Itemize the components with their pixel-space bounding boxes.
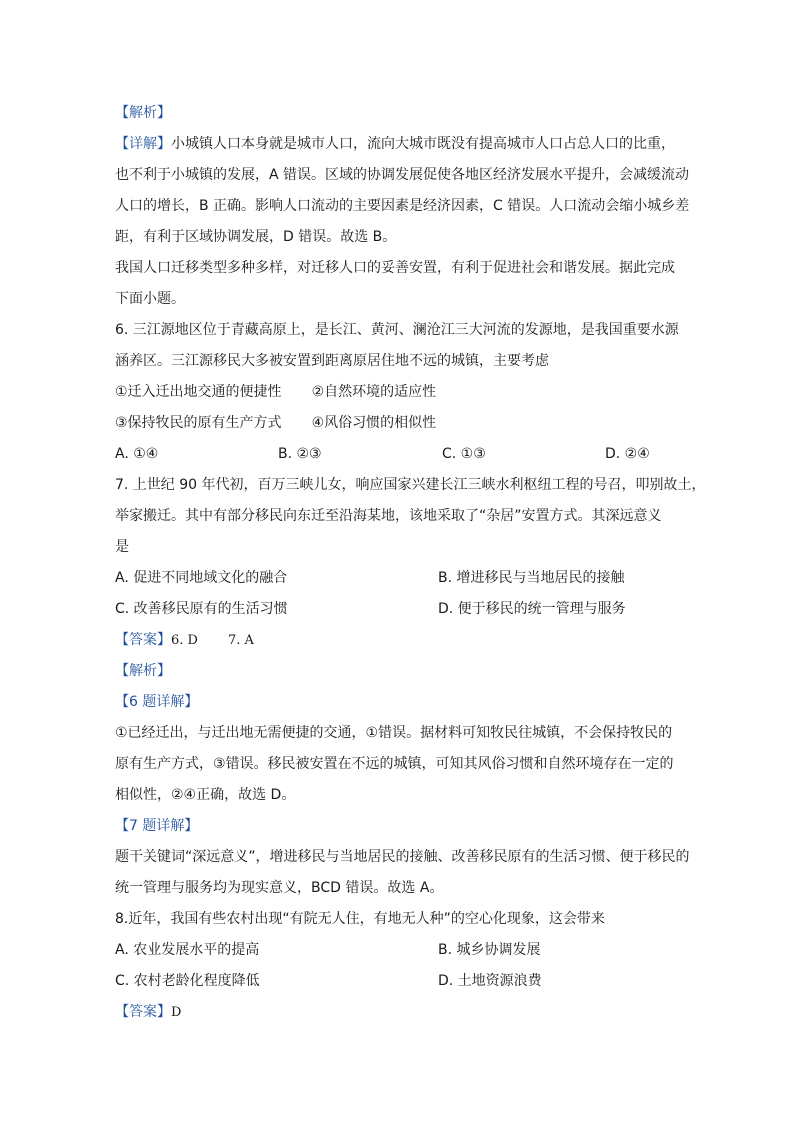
material-line: 下面小题。 [115, 291, 185, 307]
statement-row [115, 377, 685, 408]
question-7-stem: 举家搬迁。其中有部分移民向东迁至沿海某地，该地采取了“杂居”安置方式。其深远意义 [115, 508, 662, 524]
option-b: B. ②③ [278, 446, 322, 462]
question-8-options-row-2 [115, 966, 685, 997]
question-6-detail-heading: 【6 题详解】 [115, 694, 199, 710]
option-a: A. 农业发展水平的提高 [115, 942, 260, 958]
paragraph-line: 人口的增长，B 正确。影响人口流动的主要因素是经济因素，C 错误。人口流动会缩小城乡差 [115, 198, 690, 214]
answer-heading: 【答案】 [115, 632, 171, 648]
option-c: C. 农村老龄化程度降低 [115, 973, 260, 989]
answer-line [115, 997, 685, 1028]
answer-7: 7. A [227, 633, 254, 648]
question-7-detail-heading: 【7 题详解】 [115, 818, 199, 834]
statement-4: ④风俗习惯的相似性 [311, 415, 437, 431]
question-6-stem: 6. 三江源地区位于青藏高原上，是长江、黄河、澜沧江三大河流的发源地，是我国重要水源 [115, 322, 679, 338]
statement-row [115, 408, 685, 439]
question-7-options-row-1 [115, 563, 685, 594]
question-8-stem: 8.近年，我国有些农村出现“有院无人住，有地无人种”的空心化现象，这会带来 [115, 911, 605, 927]
answer-heading: 【答案】 [115, 1004, 171, 1020]
option-b: B. 增进移民与当地居民的接触 [438, 570, 625, 586]
option-a: A. 促进不同地域文化的融合 [115, 570, 288, 586]
statement-3: ③保持牧民的原有生产方式 [115, 415, 282, 431]
analysis-heading: 【解析】 [115, 105, 171, 121]
option-c: C. 改善移民原有的生活习惯 [115, 601, 288, 617]
paragraph-line: 距，有利于区域协调发展，D 错误。故选 B。 [115, 229, 397, 245]
paragraph-line: ①已经迁出，与迁出地无需便捷的交通，①错误。据材料可知牧民往城镇，不会保持牧民的 [115, 725, 673, 741]
question-7-options-row-2 [115, 594, 685, 625]
paragraph-line: 题干关键词“深远意义”，增进移民与当地居民的接触、改善移民原有的生活习惯、便于移民的 [115, 849, 690, 865]
question-6-options [115, 439, 685, 470]
paragraph-line: 统一管理与服务均为现实意义，BCD 错误。故选 A。 [115, 880, 444, 896]
analysis-heading: 【解析】 [115, 663, 171, 679]
statement-1: ①迁入迁出地交通的便捷性 [115, 384, 282, 400]
option-b: B. 城乡协调发展 [438, 942, 541, 958]
answer-8: D [171, 1005, 182, 1020]
answer-6: 6. D [171, 633, 198, 648]
question-6-stem: 涵养区。三江源移民大多被安置到距离原居住地不远的城镇，主要考虑 [115, 353, 549, 369]
option-d: D. ②④ [605, 446, 650, 462]
detail-heading: 【详解】 [115, 136, 171, 152]
question-7-stem: 7. 上世纪 90 年代初，百万三峡儿女，响应国家兴建长江三峡水利枢纽工程的号召，叩别故土， [115, 477, 706, 493]
paragraph-line: 相似性，②④正确，故选 D。 [115, 787, 296, 803]
paragraph-line: 原有生产方式，③错误。移民被安置在不远的城镇，可知其风俗习惯和自然环境存在一定的 [115, 756, 674, 772]
option-d: D. 土地资源浪费 [438, 973, 542, 989]
question-7-stem: 是 [115, 539, 129, 555]
paragraph-line [115, 129, 685, 160]
question-8-options-row-1 [115, 935, 685, 966]
document-content [115, 98, 706, 1028]
paragraph-line: 也不利于小城镇的发展，A 错误。区域的协调发展促使各地区经济发展水平提升，会减缓流动 [115, 167, 690, 183]
material-line: 我国人口迁移类型多种多样，对迁移人口的妥善安置，有利于促进社会和谐发展。据此完成 [115, 260, 675, 276]
option-c: C. ①③ [442, 446, 486, 462]
detail-text: 小城镇人口本身就是城市人口，流向大城市既没有提高城市人口占总人口的比重， [171, 136, 675, 152]
answer-line [115, 625, 685, 656]
option-d: D. 便于移民的统一管理与服务 [438, 601, 626, 617]
statement-2: ②自然环境的适应性 [311, 384, 437, 400]
option-a: A. ①④ [115, 446, 159, 462]
